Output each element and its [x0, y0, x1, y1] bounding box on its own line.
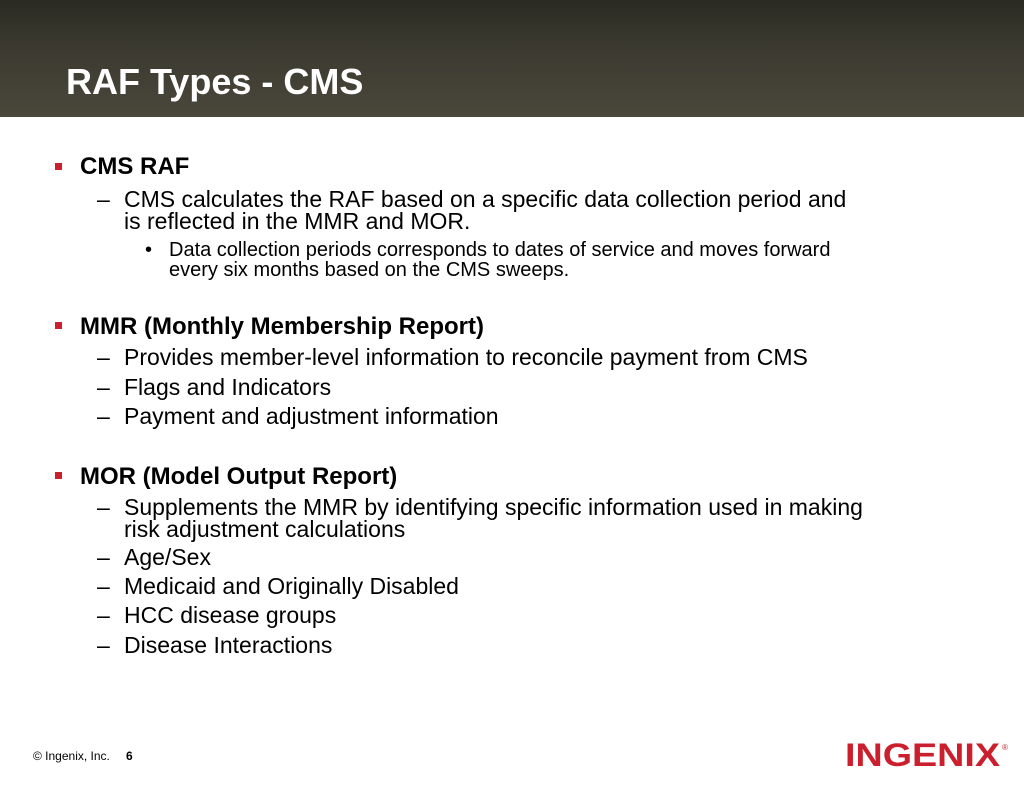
square-bullet-icon [55, 163, 62, 170]
copyright-notice: © Ingenix, Inc. [33, 749, 110, 763]
dash-bullet-icon: – [97, 403, 110, 429]
dash-bullet-icon: – [97, 374, 110, 400]
section-heading-mmr: MMR (Monthly Membership Report) [80, 313, 484, 340]
list-item: Provides member-level information to reconcile payment from CMS [124, 344, 808, 370]
section-heading-mor: MOR (Model Output Report) [80, 463, 398, 490]
dash-bullet-icon: – [97, 344, 110, 370]
dash-bullet-icon: – [97, 186, 110, 212]
dash-bullet-icon: – [97, 632, 110, 658]
registered-mark: ® [1002, 743, 1008, 752]
sub-list-item [169, 240, 959, 280]
ingenix-logo [845, 736, 1010, 772]
list-item-line: risk adjustment calculations [124, 516, 406, 542]
list-item: Flags and Indicators [124, 374, 332, 400]
list-item: Age/Sex [124, 544, 211, 570]
dash-bullet-icon: – [97, 544, 110, 570]
list-item-line: is reflected in the MMR and MOR. [124, 208, 471, 234]
list-item-line: Supplements the MMR by identifying specific information used in making [124, 494, 863, 520]
slide-title: RAF Types - CMS [66, 61, 364, 102]
section-heading-cms-raf: CMS RAF [80, 153, 190, 180]
list-item-line: CMS calculates the RAF based on a specific data collection period and [124, 186, 847, 212]
list-item: Payment and adjustment information [124, 403, 499, 429]
page-number: 6 [126, 749, 133, 763]
title-bar [0, 0, 1024, 117]
square-bullet-icon [55, 322, 62, 329]
sub-list-item-line: every six months based on the CMS sweeps. [169, 259, 570, 281]
list-item: Disease Interactions [124, 632, 333, 658]
dash-bullet-icon: – [97, 602, 110, 628]
logo-wordmark: INGENIX [845, 737, 1001, 772]
list-item: HCC disease groups [124, 602, 337, 628]
square-bullet-icon [55, 472, 62, 479]
dash-bullet-icon: – [97, 494, 110, 520]
sub-list-item-line: Data collection periods corresponds to dates of service and moves forward [169, 239, 831, 261]
list-item [124, 496, 954, 540]
dash-bullet-icon: – [97, 573, 110, 599]
list-item: Medicaid and Originally Disabled [124, 573, 459, 599]
list-item [124, 188, 954, 232]
dot-bullet-icon: • [145, 239, 153, 261]
